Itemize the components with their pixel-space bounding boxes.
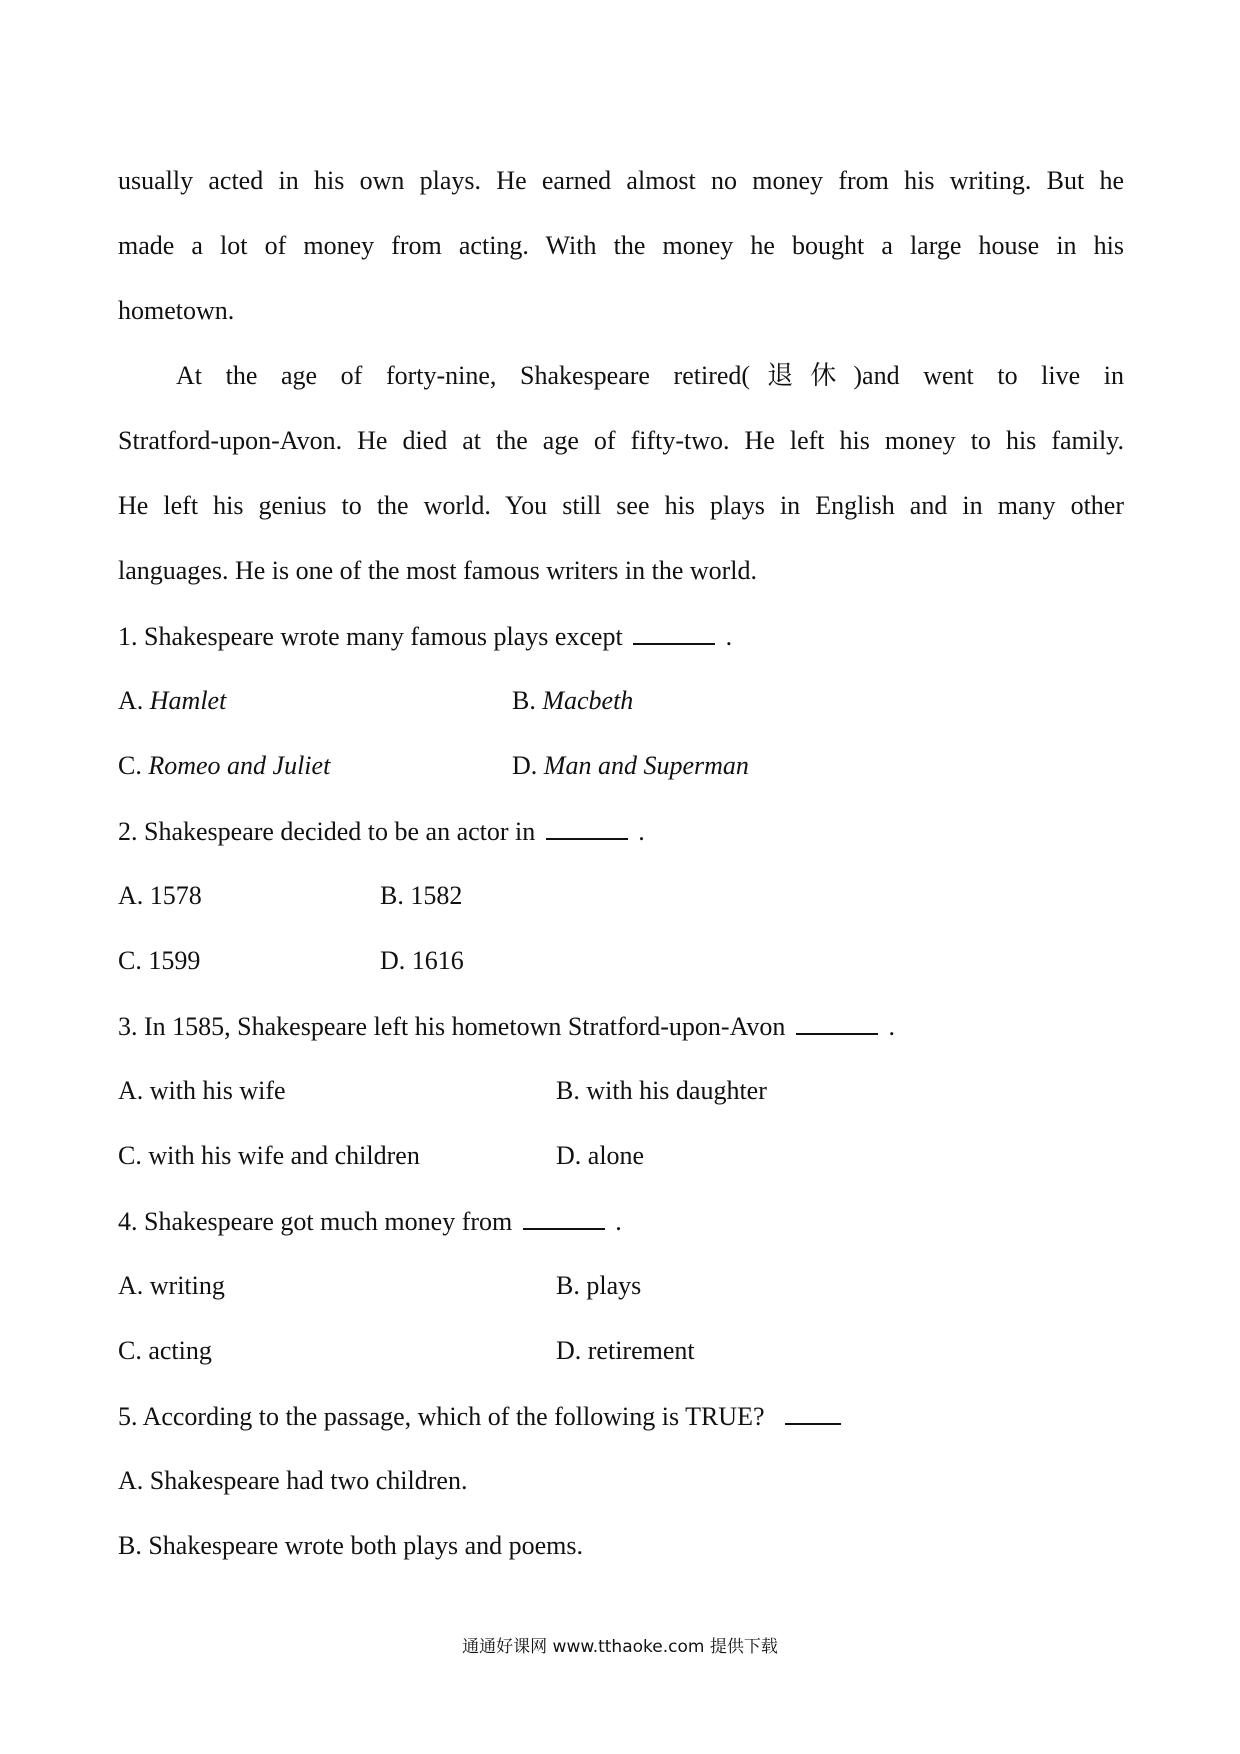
passage-line-4: At the age of forty-nine, Shakespeare retired(退休)and went to live in	[176, 361, 1124, 390]
question-1-stem	[118, 621, 732, 652]
question-1-text: 1. Shakespeare wrote many famous plays except	[118, 622, 623, 651]
question-2-end: .	[638, 817, 645, 846]
option-letter: D.	[512, 751, 538, 780]
answer-blank	[785, 1401, 841, 1425]
question-1-option-c	[118, 751, 330, 781]
question-4-option-a: A. writing	[118, 1271, 225, 1300]
option-text: Macbeth	[542, 686, 634, 715]
option-text: Man and Superman	[543, 751, 749, 780]
option-text: Romeo and Juliet	[148, 751, 331, 780]
question-3-option-b: B. with his daughter	[556, 1076, 767, 1105]
question-2-option-d: D. 1616	[380, 946, 464, 975]
question-1-end: .	[725, 622, 733, 651]
passage-line-5: Stratford-upon-Avon. He died at the age of fifty-two. He left his money to his family.	[118, 426, 1124, 455]
option-letter: B.	[512, 686, 536, 715]
question-3-text: 3. In 1585, Shakespeare left his hometown Stratford-upon-Avon	[118, 1012, 786, 1041]
question-4-text: 4. Shakespeare got much money from	[118, 1207, 513, 1236]
question-5-stem	[118, 1401, 845, 1432]
answer-blank	[523, 1206, 605, 1230]
passage-line-6: He left his genius to the world. You still see his plays in English and in many other	[118, 491, 1124, 520]
question-5-text: 5. According to the passage, which of the following is TRUE?	[118, 1402, 765, 1431]
question-2-option-b: B. 1582	[380, 881, 463, 910]
question-3-option-d: D. alone	[556, 1141, 645, 1170]
question-3-option-a: A. with his wife	[118, 1076, 286, 1105]
question-3-option-c: C. with his wife and children	[118, 1141, 420, 1170]
passage-line-1: usually acted in his own plays. He earned almost no money from his writing. But he	[118, 166, 1124, 195]
answer-blank	[796, 1011, 878, 1035]
question-1-option-d	[512, 751, 749, 781]
answer-blank	[546, 816, 628, 840]
option-text: Hamlet	[149, 686, 227, 715]
question-2-text: 2. Shakespeare decided to be an actor in	[118, 817, 536, 846]
question-4-option-d: D. retirement	[556, 1336, 695, 1365]
question-5-option-b: B. Shakespeare wrote both plays and poems.	[118, 1531, 584, 1560]
question-4-option-c: C. acting	[118, 1336, 212, 1365]
question-3-end: .	[888, 1012, 895, 1041]
option-letter: A.	[118, 686, 144, 715]
option-letter: C.	[118, 751, 142, 780]
question-1-option-a	[118, 686, 226, 716]
answer-blank	[633, 621, 715, 645]
question-4-stem	[118, 1206, 622, 1237]
question-5-option-a: A. Shakespeare had two children.	[118, 1466, 468, 1495]
question-4-option-b: B. plays	[556, 1271, 642, 1300]
passage-line-2: made a lot of money from acting. With the money he bought a large house in his	[118, 231, 1124, 260]
question-2-option-c: C. 1599	[118, 946, 201, 975]
question-3-stem	[118, 1011, 895, 1042]
question-1-option-b	[512, 686, 633, 716]
question-2-stem	[118, 816, 645, 847]
question-4-end: .	[615, 1207, 622, 1236]
question-2-option-a: A. 1578	[118, 881, 202, 910]
passage-line-3: hometown.	[118, 296, 235, 325]
passage-line-7: languages. He is one of the most famous writers in the world.	[118, 556, 758, 585]
page-footer: 通通好课网 www.tthaoke.com 提供下载	[462, 1637, 778, 1657]
